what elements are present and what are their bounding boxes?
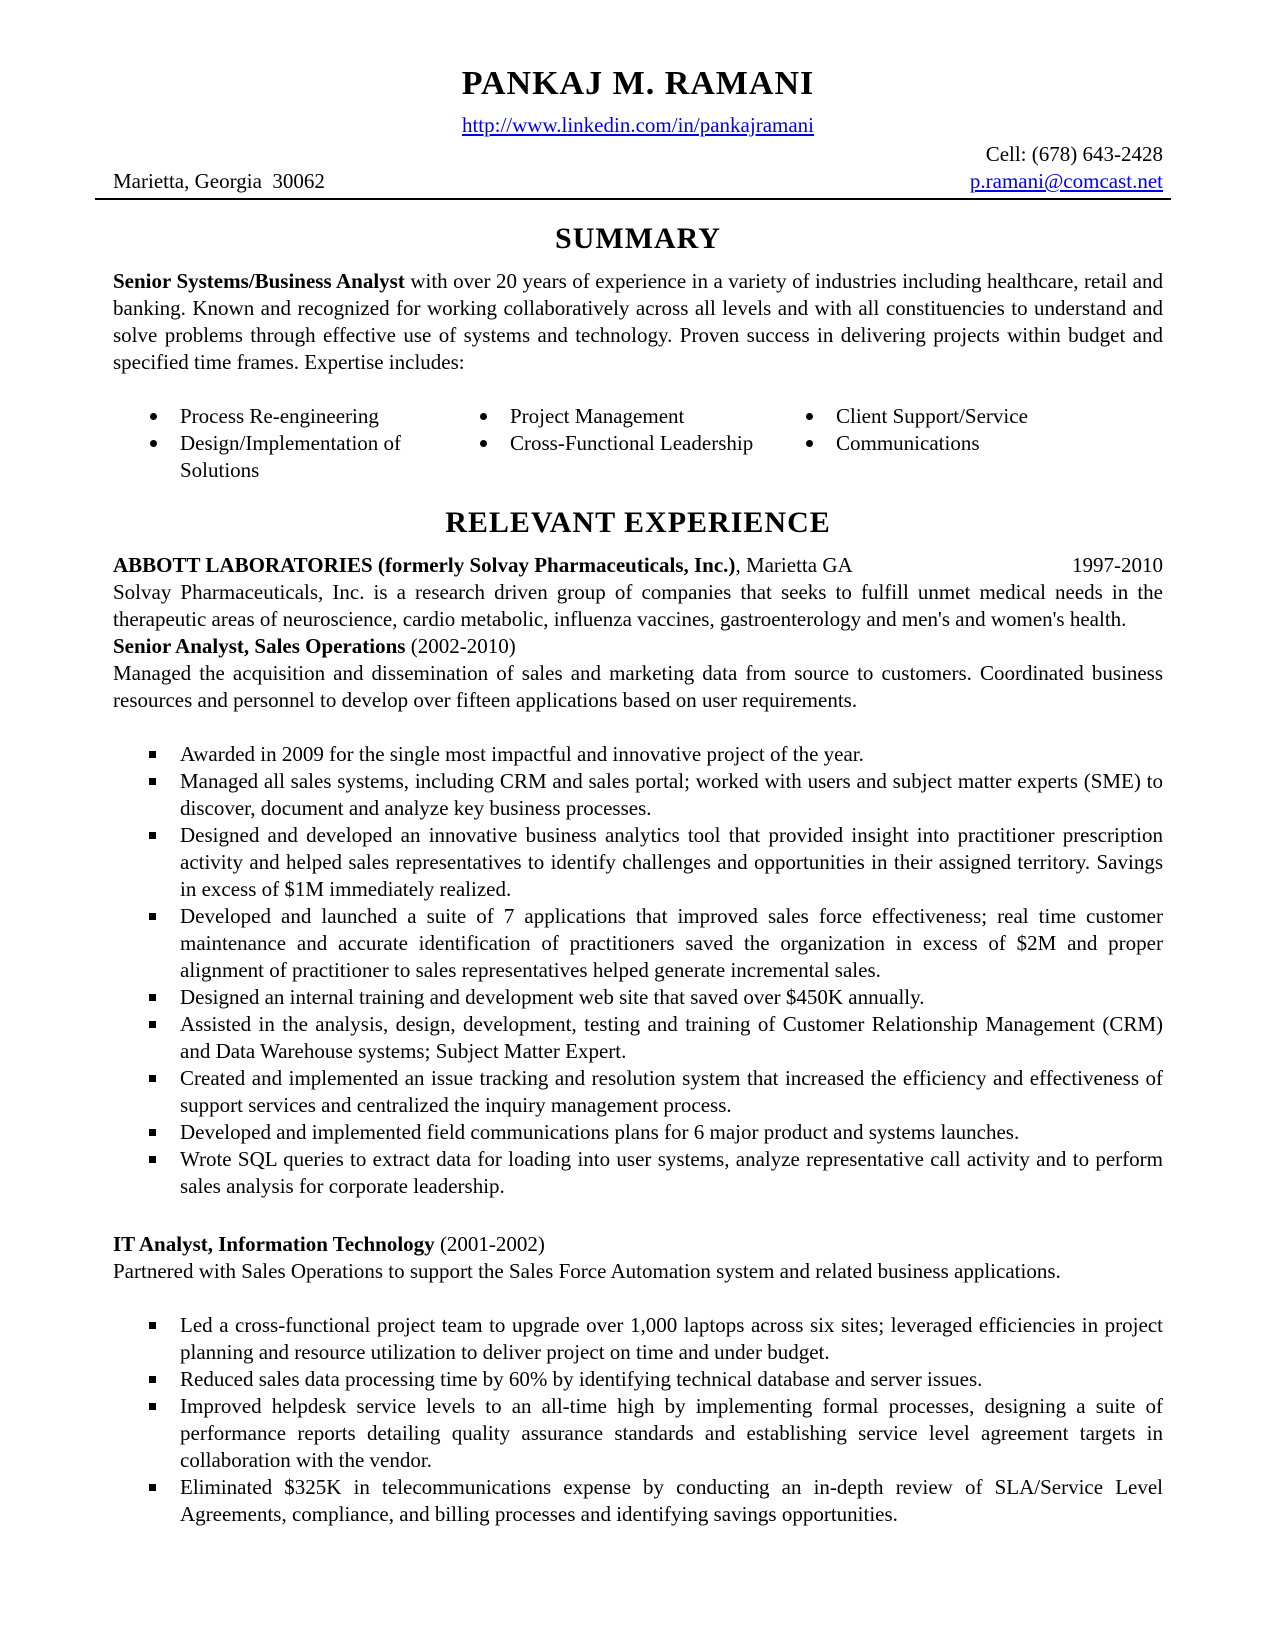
location: Marietta, Georgia 30062	[113, 169, 325, 193]
bullet-item: Designed and developed an innovative business analytics tool that provided insight into practitioner prescription activity and helped sales representatives to identify challenges and opportunities in their assigned territory. Savings in excess of $1M immediately realized.	[113, 822, 1163, 903]
role-title-dates: (2001-2002)	[434, 1232, 545, 1256]
company-location: , Marietta GA	[735, 553, 853, 577]
bullet-item: Developed and implemented field communications plans for 6 major product and systems launches.	[113, 1119, 1163, 1146]
role-bullet-list	[113, 1312, 1163, 1528]
expertise-column-3	[803, 403, 1163, 484]
bullet-item: Created and implemented an issue tracking and resolution system that increased the efficiency and effectiveness of support services and centralized the inquiry management process.	[113, 1065, 1163, 1119]
linkedin-link[interactable]: http://www.linkedin.com/in/pankajramani	[461, 113, 815, 137]
cell-phone: Cell: (678) 643-2428	[985, 142, 1163, 166]
expertise-columns	[113, 403, 1163, 484]
summary-intro-text: with over 20 years of experience in a variety of industries including healthcare, retail and banking. Known and recognized for working collaboratively across all levels and with all constituencies to understand and solve problems through effective use of systems and technology. Proven success in delivering projects within budget and specified time frames. Expertise includes:	[113, 269, 1163, 374]
expertise-item: Design/Implementation of Solutions	[147, 430, 477, 484]
expertise-item: Project Management	[477, 403, 803, 430]
header-divider	[95, 198, 1171, 200]
bullet-item: Improved helpdesk service levels to an all-time high by implementing formal processes, designing a suite of performance reports detailing quality assurance standards and establishing service level agreement targets in collaboration with the vendor.	[113, 1393, 1163, 1474]
role-title-bold: Senior Analyst, Sales Operations	[113, 634, 406, 658]
role-bullet-list	[113, 741, 1163, 1200]
bullet-item: Awarded in 2009 for the single most impactful and innovative project of the year.	[113, 741, 1163, 768]
role-description: Managed the acquisition and dissemination of sales and marketing data from source to customers. Coordinated business resources and personnel to develop over fifteen applications based on user requirements.	[113, 661, 1163, 712]
company-description: Solvay Pharmaceuticals, Inc. is a research driven group of companies that seeks to fulfill unmet medical needs in the therapeutic areas of neuroscience, cardio metabolic, influenza vaccines, gastroenterology and men's and women's health.	[113, 580, 1163, 631]
email-link[interactable]: p.ramani@comcast.net	[969, 169, 1163, 193]
bullet-item: Reduced sales data processing time by 60% by identifying technical database and server issues.	[113, 1366, 1163, 1393]
bullet-item: Led a cross-functional project team to upgrade over 1,000 laptops across six sites; leveraged efficiencies in project planning and resource utilization to deliver project on time and under budget.	[113, 1312, 1163, 1366]
page-title: PANKAJ M. RAMANI	[461, 65, 815, 102]
summary-intro-bold: Senior Systems/Business Analyst	[113, 269, 405, 293]
contact-row	[113, 168, 1163, 198]
bullet-item: Managed all sales systems, including CRM and sales portal; worked with users and subject matter experts (SME) to discover, document and analyze key business processes.	[113, 768, 1163, 822]
role-title	[113, 1231, 1163, 1258]
expertise-column-2	[477, 403, 803, 484]
company-row	[113, 552, 1163, 579]
expertise-item: Cross-Functional Leadership	[477, 430, 803, 457]
bullet-item: Developed and launched a suite of 7 applications that improved sales force effectiveness; real time customer maintenance and accurate identification of practitioners saved the organization in excess of $2M and proper alignment of practitioner to sales representatives helped generate incremental sales.	[113, 903, 1163, 984]
linkedin-row	[113, 112, 1163, 139]
role-block	[113, 1231, 1163, 1528]
bullet-item: Assisted in the analysis, design, development, testing and training of Customer Relationship Management (CRM) and Data Warehouse systems; Subject Matter Expert.	[113, 1011, 1163, 1065]
company-dates: 1997-2010	[1072, 553, 1163, 577]
bullet-item: Designed an internal training and development web site that saved over $450K annually.	[113, 984, 1163, 1011]
company-name-bold: ABBOTT LABORATORIES (formerly Solvay Pharmaceuticals, Inc.)	[113, 553, 736, 577]
bullet-item: Wrote SQL queries to extract data for loading into user systems, analyze representative call activity and to perform sales analysis for corporate leadership.	[113, 1146, 1163, 1200]
role-title-dates: (2002-2010)	[405, 634, 516, 658]
role-title-bold: IT Analyst, Information Technology	[113, 1232, 435, 1256]
company-name	[113, 552, 853, 579]
bullet-item: Eliminated $325K in telecommunications expense by conducting an in-depth review of SLA/Service Level Agreements, compliance, and billing processes and identifying savings opportunities.	[113, 1474, 1163, 1528]
summary-paragraph	[113, 268, 1163, 376]
role-description: Partnered with Sales Operations to support the Sales Force Automation system and related business applications.	[113, 1259, 1061, 1283]
role-title	[113, 633, 1163, 660]
expertise-item: Client Support/Service	[803, 403, 1163, 430]
expertise-item: Communications	[803, 430, 1163, 457]
experience-heading: RELEVANT EXPERIENCE	[445, 506, 831, 539]
summary-heading: SUMMARY	[555, 222, 721, 255]
expertise-item: Process Re-engineering	[147, 403, 477, 430]
expertise-column-1	[147, 403, 477, 484]
